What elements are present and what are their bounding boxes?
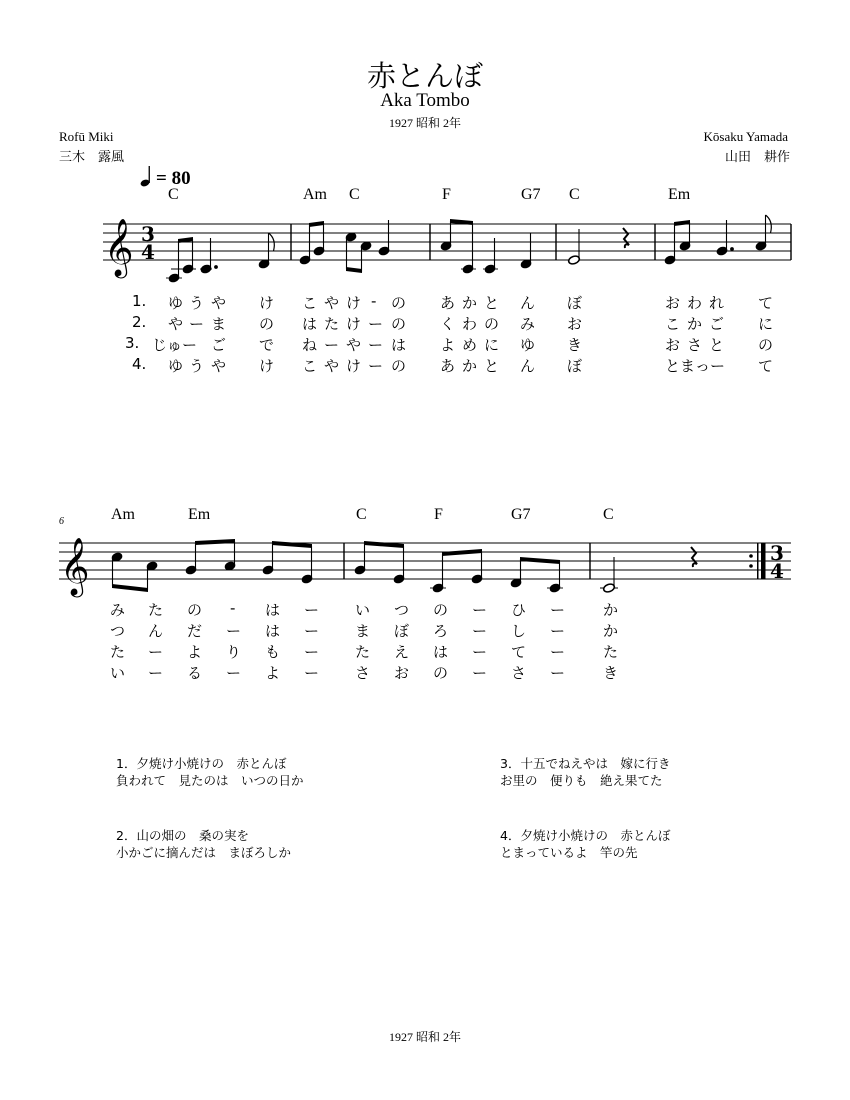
lyric-syllable: き xyxy=(603,664,619,682)
lyric-syllable: ー xyxy=(226,664,242,682)
lyric-syllable: の xyxy=(391,294,407,312)
measure-6-notes xyxy=(111,539,313,592)
time-signature-bottom: 4 xyxy=(141,240,155,264)
lyric-syllable: は xyxy=(391,336,407,354)
lyric-syllable: う xyxy=(189,357,205,375)
lyric-syllable: の xyxy=(391,357,407,375)
lyric-syllable: に xyxy=(758,315,774,333)
lyric-syllable: ー xyxy=(148,643,164,661)
lyric-syllable: ー xyxy=(472,643,488,661)
lyric-syllable: も xyxy=(265,643,281,661)
lyric-syllable: や xyxy=(168,315,184,333)
chord-symbol: C xyxy=(569,186,580,203)
verse-line: 1．夕焼け小焼けの 赤とんぼ xyxy=(116,756,287,771)
measure-number: 6 xyxy=(59,516,64,527)
lyric-syllable: と xyxy=(709,336,725,354)
lyric-syllable: つ xyxy=(394,601,410,619)
lyric-syllable: た xyxy=(324,315,340,333)
lyric-syllable: う xyxy=(189,294,205,312)
lyric-syllable: さ xyxy=(687,336,703,354)
lyric-syllable: ー xyxy=(550,622,566,640)
verse-number: 1. xyxy=(132,292,147,310)
chord-symbol: Em xyxy=(188,506,211,523)
chord-symbol: F xyxy=(442,186,451,203)
verse-block-4 xyxy=(500,827,670,861)
lyric-syllable: い xyxy=(110,664,126,682)
lyric-syllable: ひ xyxy=(511,601,527,619)
lyric-syllable: ま xyxy=(355,622,371,640)
lyric-syllable: わ xyxy=(462,315,478,333)
lyric-syllable: わ xyxy=(687,294,703,312)
lyric-syllable: の xyxy=(187,601,203,619)
lyric-syllable: ぼ xyxy=(567,294,583,312)
verse-line: とまっているよ 竿の先 xyxy=(500,845,638,860)
lyric-syllable: え xyxy=(394,643,410,661)
lyric-syllable: か xyxy=(603,601,619,619)
composer-romaji: Kōsaku Yamada xyxy=(703,129,788,144)
lyric-syllable: ご xyxy=(709,315,725,333)
lyric-syllable: ー xyxy=(368,315,384,333)
lyric-syllable: る xyxy=(187,664,203,682)
lyric-syllable: ー xyxy=(368,357,384,375)
verse-line: 負われて 見たのは いつの日か xyxy=(116,773,304,788)
lyric-syllable: り xyxy=(226,643,242,661)
lyric-syllable: だ xyxy=(187,622,203,640)
verse-number: 3. xyxy=(125,334,140,352)
lyric-syllable: の xyxy=(259,315,275,333)
verse-line: お里の 便りも 絶え果てた xyxy=(500,773,663,788)
chord-symbol: Am xyxy=(303,186,327,203)
lyric-syllable: ん xyxy=(520,357,536,375)
lyric-syllable: は xyxy=(433,643,449,661)
lyric-syllable: よ xyxy=(187,643,203,661)
lyric-syllable: け xyxy=(346,315,362,333)
lyric-syllable: れ xyxy=(709,294,725,312)
lyric-syllable: ゆ xyxy=(520,336,536,354)
lyric-syllable: た xyxy=(110,643,126,661)
lyric-syllable: け xyxy=(346,294,362,312)
verse-line: 3．十五でねえやは 嫁に行き xyxy=(500,756,671,771)
lyric-syllable: の xyxy=(758,336,774,354)
lyric-syllable: こ xyxy=(665,315,681,333)
lyric-syllable: ゆ xyxy=(168,357,184,375)
lyric-syllable: ー xyxy=(472,601,488,619)
lyric-syllable: ー xyxy=(550,643,566,661)
lyric-syllable: とまっー xyxy=(665,357,726,375)
chord-symbol: Am xyxy=(111,506,135,523)
verse-block-1 xyxy=(116,755,304,789)
lyric-syllable: じゅー xyxy=(152,336,198,354)
lyric-syllable: や xyxy=(324,357,340,375)
lyric-syllable: ー xyxy=(472,622,488,640)
lyric-syllable: ん xyxy=(520,294,536,312)
lyric-syllable: た xyxy=(355,643,371,661)
chord-symbol: Em xyxy=(668,186,691,203)
lyric-syllable: ま xyxy=(211,315,227,333)
lyric-syllable: は xyxy=(302,315,318,333)
verse-block-2 xyxy=(116,827,291,861)
lyric-syllable: ー xyxy=(189,315,205,333)
lyric-syllable: ー xyxy=(304,622,320,640)
lyric-syllable: ー xyxy=(368,336,384,354)
lyric-syllable: こ xyxy=(302,357,318,375)
lyric-syllable: か xyxy=(603,622,619,640)
verse-line: 4．夕焼け小焼けの 赤とんぼ xyxy=(500,828,671,843)
chord-symbol: C xyxy=(603,506,614,523)
lyric-syllable: こ xyxy=(302,294,318,312)
lyric-syllable: て xyxy=(758,357,774,375)
lyric-syllable: と xyxy=(484,357,500,375)
lyric-syllable: ゆ xyxy=(168,294,184,312)
lyric-syllable: の xyxy=(484,315,500,333)
treble-clef-icon: 𝄞 xyxy=(60,537,90,595)
lyric-syllable: く xyxy=(440,315,456,333)
lyric-syllable: け xyxy=(346,357,362,375)
lyric-syllable: て xyxy=(758,294,774,312)
lyric-syllable: か xyxy=(462,294,478,312)
lyric-syllable: の xyxy=(433,601,449,619)
lyric-syllable: し xyxy=(511,622,527,640)
lyric-syllable: か xyxy=(687,315,703,333)
poet-japanese: 三木 露風 xyxy=(59,150,125,165)
verse-line: 小かごに摘んだは まぼろしか xyxy=(116,845,292,860)
verse-line: 2．山の畑の 桑の実を xyxy=(116,828,249,843)
lyric-syllable: か xyxy=(462,357,478,375)
lyric-syllable: て xyxy=(511,643,527,661)
lyric-syllable: お xyxy=(665,294,681,312)
lyric-syllable: と xyxy=(484,294,500,312)
lyric-syllable: ご xyxy=(211,336,227,354)
verse-number: 4. xyxy=(132,355,147,373)
page-footer: 1927 昭和 2年 xyxy=(388,1030,461,1044)
lyric-syllable: は xyxy=(265,601,281,619)
lyric-syllable: お xyxy=(394,664,410,682)
lyric-syllable: さ xyxy=(355,664,371,682)
lyric-syllable: で xyxy=(259,336,275,354)
tempo-value: = 80 xyxy=(156,168,191,189)
lyric-syllable: よ xyxy=(440,336,456,354)
treble-clef-icon: 𝄞 xyxy=(104,218,134,276)
lyric-syllable: お xyxy=(567,315,583,333)
lyric-syllable: ー xyxy=(472,664,488,682)
time-signature-bottom: 4 xyxy=(770,559,784,583)
lyric-syllable: よ xyxy=(265,664,281,682)
verse-block-3 xyxy=(500,755,670,789)
lyric-syllable: ぼ xyxy=(567,357,583,375)
poet-romaji: Rofū Miki xyxy=(59,129,114,144)
lyric-syllable: た xyxy=(603,643,619,661)
lyric-syllable: み xyxy=(520,315,536,333)
chord-symbol: C xyxy=(168,186,179,203)
chord-symbol: F xyxy=(434,506,443,523)
lyric-syllable: や xyxy=(211,294,227,312)
composition-date: 1927 昭和 2年 xyxy=(388,116,461,130)
lyric-syllable: ー xyxy=(550,664,566,682)
lyric-syllable: ん xyxy=(148,622,164,640)
lyric-syllable: ぼ xyxy=(394,622,410,640)
lyric-syllable: - xyxy=(230,599,236,617)
lyric-syllable: つ xyxy=(110,622,126,640)
lyric-syllable: に xyxy=(484,336,500,354)
chord-symbol: C xyxy=(356,506,367,523)
lyric-syllable: あ xyxy=(440,294,456,312)
lyric-syllable: ろ xyxy=(433,622,449,640)
lyric-syllable: さ xyxy=(511,664,527,682)
composer-japanese: 山田 耕作 xyxy=(724,150,790,165)
lyric-syllable: ー xyxy=(550,601,566,619)
lyric-syllable: め xyxy=(462,336,478,354)
lyric-syllable: ー xyxy=(304,664,320,682)
song-subtitle: Aka Tombo xyxy=(380,90,470,111)
lyric-syllable: お xyxy=(665,336,681,354)
lyric-syllable: た xyxy=(148,601,164,619)
lyric-syllable: ー xyxy=(324,336,340,354)
song-title: 赤とんぼ xyxy=(366,59,483,93)
lyric-syllable: ね xyxy=(302,336,318,354)
lyric-syllable: き xyxy=(567,336,583,354)
lyric-syllable: の xyxy=(391,315,407,333)
lyric-syllable: み xyxy=(110,601,126,619)
chord-symbol: G7 xyxy=(521,186,541,203)
lyric-syllable: の xyxy=(433,664,449,682)
lyric-syllable: ー xyxy=(304,643,320,661)
verse-number: 2. xyxy=(132,313,147,331)
lyric-syllable: け xyxy=(259,294,275,312)
time-signature-top: 3 xyxy=(770,541,784,565)
chord-symbol: G7 xyxy=(511,506,531,523)
chord-symbol: C xyxy=(349,186,360,203)
lyric-syllable: や xyxy=(324,294,340,312)
lyric-syllable: あ xyxy=(440,357,456,375)
lyric-syllable: ー xyxy=(304,601,320,619)
lyric-syllable: や xyxy=(211,357,227,375)
lyric-syllable: は xyxy=(265,622,281,640)
lyric-syllable: ー xyxy=(148,664,164,682)
lyric-syllable: い xyxy=(355,601,371,619)
lyric-syllable: - xyxy=(371,292,377,310)
lyric-syllable: や xyxy=(346,336,362,354)
lyric-syllable: ー xyxy=(226,622,242,640)
lyric-syllable: け xyxy=(259,357,275,375)
time-signature-top: 3 xyxy=(141,222,155,246)
measure-7-notes xyxy=(354,541,563,593)
